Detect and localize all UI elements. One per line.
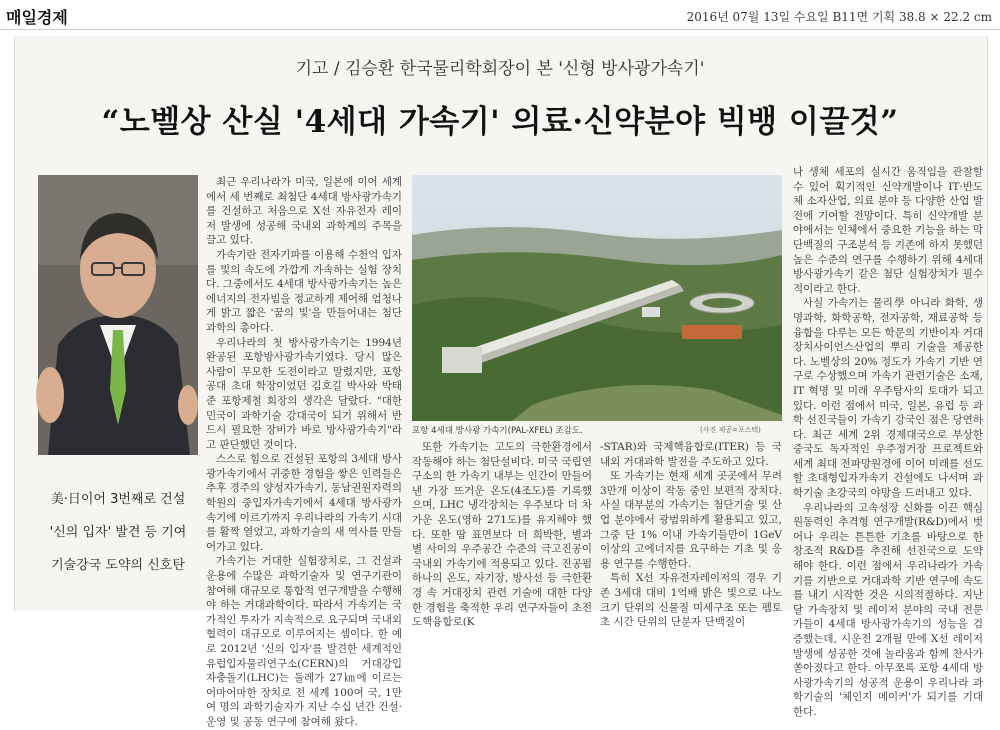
body-paragraph: 또한 가속기는 고도의 극한환경에서 작동해야 하는 첨단설비다. 미국 국립연구소의 한 가속기 내부는 인간이 만들어낸 가장 뜨거운 온도(4조도)를 기록했으며, LHC 냉각장치는 우주보다 더 차가운 온도(영하 271도)를 유지해야 했다. 또한 땀 표면보다 더 희박한, 별과 별 사이의 우주공간 수준의 극고진공이 국내외 가속기에 적용되고 있다. 진공펌 하나의 온도, 자기장, 방사선 등 극한환경 속 거대장치 관련 기술에 대한 다양한 경험을 축적한 우리 연구자들이 초전도핵융합로(K [412, 441, 592, 629]
body-paragraph: 최근 우리나라가 미국, 일본에 이어 세계에서 세 번째로 최첨단 4세대 방사광가속기를 건설하고 처음으로 X선 자유전자 레이저 발생에 성공해 국내외 과학계의 주목을 끌고 있다. [206, 176, 402, 247]
article-subheads [38, 488, 198, 587]
accelerator-aerial-photo [412, 175, 782, 421]
article-body-column-4 [793, 165, 983, 718]
photo-caption: 포항 4세대 방사광 가속기(PAL-XFEL) 조감도. [412, 426, 583, 436]
article-body-column-3 [600, 440, 782, 629]
body-paragraph: 또 가속기는 현재 세계 곳곳에서 무려 3만개 이상이 작동 중인 보편적 장치다. 사실 대부분의 가속기는 첨단기술 및 산업 분야에서 광범위하게 활용되고 있고, 그중 단 1% 이내 가속기들만이 1GeV 이상의 고에너지를 요구하는 기초 및 응용 연구를 수행한다. [600, 470, 782, 570]
body-paragraph: 특히 X선 자유전자레이저의 경우 기존 3세대 대비 1억배 밝은 빛으로 나노 크기 단위의 신물질 미세구조 또는 펨토초 시간 단위의 단분자 단백질이 [600, 572, 782, 629]
body-paragraph: 우리나라의 고속성장 신화를 이끈 핵심 원동력인 추격형 연구개발(R&D)에서 벗어나 우리는 튼튼한 기초를 바탕으로 한 창조적 R&D를 추진해 선진국으로 도약해야 한다. 이런 점에서 우리나라가 가속기를 기반으로 거대과학 기반 연구에 속도를 내기 시작한 것은 시의적절하다. 지난달 가속장치 및 레이저 분야의 국내 전문가들이 4세대 방사광가속기의 성능을 검증했는데, 시운전 2개월 만에 X선 레이저 발생에 성공한 것에 놀라움과 함께 찬사가 쏟아졌다고 한다. 아무쪼록 포항 4세대 방사광가속기의 성공적 운용이 우리나라 과학기술의 '체인지 메이커'가 되기를 기대한다. [793, 501, 983, 718]
author-portrait-photo [38, 175, 198, 455]
body-paragraph: 사실 가속기는 물리學 아니라 화학, 생명과학, 화학공학, 전자공학, 재료공학 등 융합을 다루는 모든 학문의 기반이자 거대장치사이언스산업의 뿌리 기술을 제공한다. 노벨상의 20% 정도가 가속기 기반 연구로 수상했으며 가속기 관련기술은 소재, IT 혁명 및 미래 우주탐사의 토대가 되고 있다. 이런 점에서 미국, 일본, 유럽 등 과학 선진국들이 가속기 강국인 점은 당연하다. 최근 세계 2위 경제대국으로 부상한 중국도 독자적인 우주정거장 프로젝트와 세계 최대 전파망원경에 이어 미래를 선도할 초대형입자가속기 건설에도 나서며 과학기술 초강국의 야망을 드러내고 있다. [793, 297, 983, 500]
article-headline: “노벨상 산실 '4세대 가속기' 의료·신약분야 빅뱅 이끌것” [101, 104, 899, 140]
body-paragraph: 가속기는 거대한 실험장치로, 그 건설과 운용에 수많은 과학기술자 및 연구기관이 참여해 대규모로 통합적 연구개발을 수행해야 하는 거대과학이다. 따라서 가속기는 국가적인 투자가 지속적으로 요구되며 국내외 협력이 대규모로 이루어지는 셈이다. 한 예로 2012년 '신의 입자'를 발견한 세계적인 유럽입자물리연구소(CERN)의 거대강입자충돌기(LHC)는 둘레가 27㎞에 이르는 어마어마한 장치로 전 세계 100여 국, 1만여 명의 과학기술자가 지난 수십 년간 건설·운영 및 공동 연구에 참여해 왔다. [206, 555, 402, 728]
article-body-column-2 [412, 440, 592, 629]
masthead [0, 0, 1000, 30]
photo-credit: (사진 제공=포스텍) [700, 426, 761, 434]
newspaper-brand: 매일경제 [6, 8, 68, 27]
subhead-line: 기술강국 도약의 신호탄 [51, 558, 185, 573]
article-kicker: 기고 / 김승환 한국물리학회장이 본 '신형 방사광가속기' [295, 59, 705, 79]
subhead-line: 美·日이어 3번째로 건설 [50, 492, 186, 507]
body-paragraph: -STAR)와 국제핵융합로(ITER) 등 국내외 거대과학 발전을 주도하고 있다. [600, 441, 782, 468]
body-paragraph: 가속기란 전자기파를 이용해 수천억 입자를 빛의 속도에 가깝게 가속하는 실험 장치다. 그중에서도 4세대 방사광가속기는 높은 에너지의 전자빔을 정교하게 제어해 엄청나게 밝고 짧은 '꿈의 빛'을 만들어내는 첨단 과학의 총아다. [206, 248, 402, 334]
article-body-column-1 [206, 175, 402, 728]
body-paragraph: 나 생체 세포의 실시간 움직임을 관찰할 수 있어 획기적인 신약개발이나 IT·반도체 소자산업, 의료 분야 등 다양한 산업 발전에 기여할 전망이다. 특히 신약개발 분야에서는 인체에서 중요한 기능을 하는 막단백질의 구조분석 등 기존에 하지 못했던 높은 수준의 연구를 수행하기 위해 4세대 방사광가속기 같은 첨단 실험장치가 필수적이라고 한다. [793, 166, 983, 295]
subhead-line: '신의 입자' 발견 등 기여 [49, 525, 187, 540]
publication-info: 2016년 07월 13일 수요일 B11면 기획 38.8 × 22.2 cm [686, 10, 992, 24]
body-paragraph: 우리나라의 첫 방사광가속기는 1994년 완공된 포항방사광가속기였다. 당시 많은 사람이 무모한 도전이라고 말렸지만, 포항공대 초대 학장이었던 김호길 박사와 박태준 포항제철 회장의 생각은 달랐다. "대한민국이 과학기술 강대국이 되기 위해서 반드시 필요한 장비가 바로 방사광가속기"라고 판단했던 것이다. [206, 336, 402, 451]
body-paragraph: 스스로 힘으로 건설된 포항의 3세대 방사광가속기에서 귀중한 경험을 쌓은 인력들은 추후 경주의 양성자가속기, 동남권원자력의학원의 중입자가속기에서 4세대 방사광가속기에 이르기까지 우리나라의 가속기 시대를 활짝 열었고, 과학기술의 새 역사를 만들어가고 있다. [206, 453, 402, 553]
